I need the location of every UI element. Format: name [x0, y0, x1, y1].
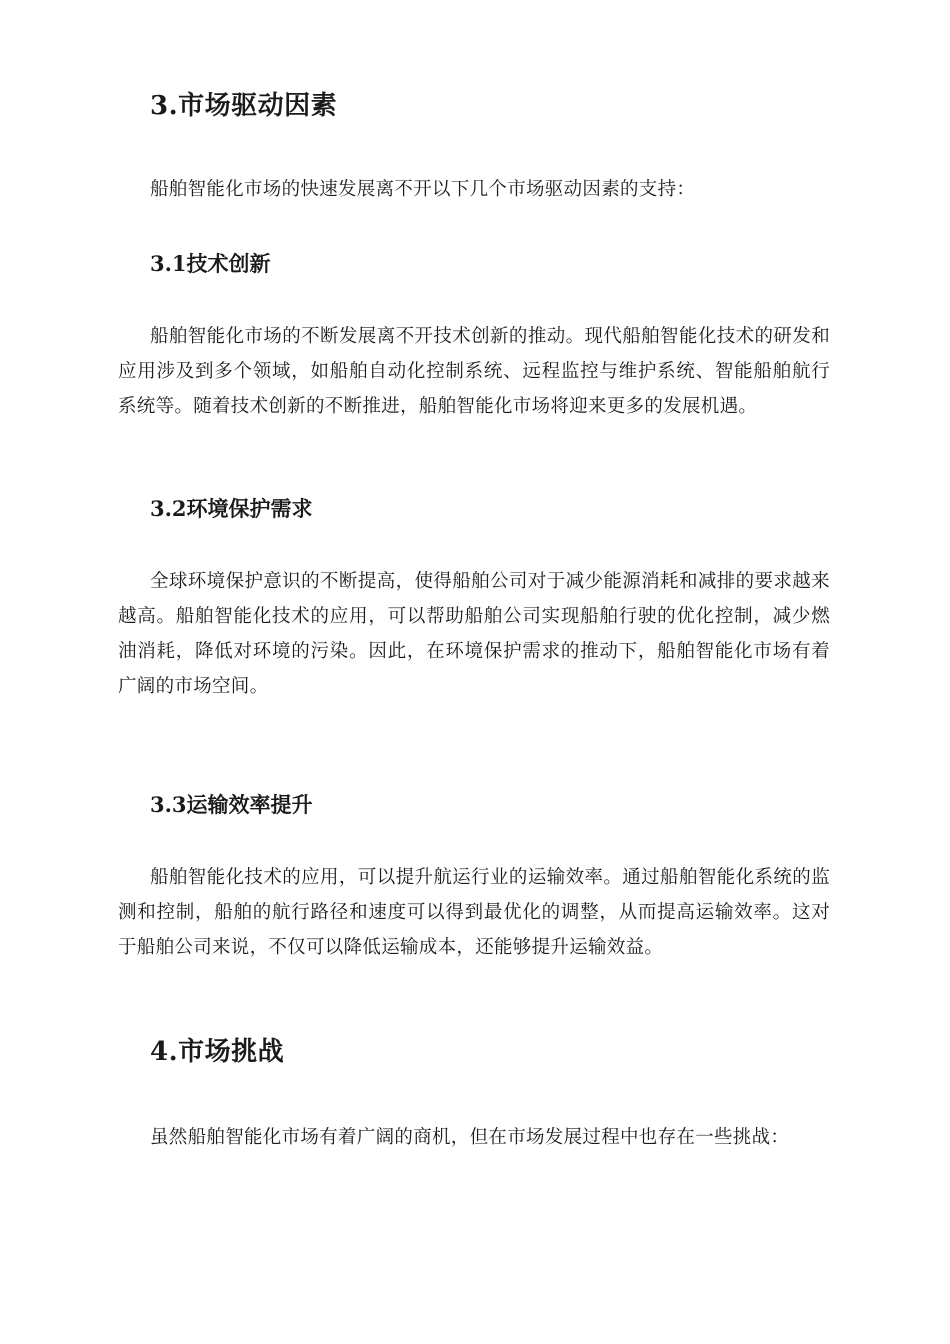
- section-3-heading: 3.市场驱动因素: [150, 91, 338, 121]
- section-3-2-heading: 3.2环境保护需求: [150, 496, 313, 521]
- section-3-3-heading: 3.3运输效率提升: [150, 792, 313, 817]
- section-3-intro: 船舶智能化市场的快速发展离不开以下几个市场驱动因素的支持：: [150, 179, 696, 200]
- section-4-heading: 4.市场挑战: [150, 1037, 285, 1067]
- section-3-2-body: 全球环境保护意识的不断提高，使得船舶公司对于减少能源消耗和减排的要求越来越高。船舶智能化技术的应用，可以帮助船舶公司实现船舶行驶的优化控制，减少燃油消耗，降低对环境的污染。因此，在环境保护需求的推动下，船舶智能化市场有着广阔的市场空间。: [118, 571, 830, 697]
- section-4-intro: 虽然船舶智能化市场有着广阔的商机，但在市场发展过程中也存在一些挑战：: [150, 1127, 790, 1148]
- section-3-1-body: 船舶智能化市场的不断发展离不开技术创新的推动。现代船舶智能化技术的研发和应用涉及到多个领域，如船舶自动化控制系统、远程监控与维护系统、智能船舶航行系统等。随着技术创新的不断推进，船舶智能化市场将迎来更多的发展机遇。: [118, 326, 830, 417]
- section-3-1-heading: 3.1技术创新: [150, 251, 271, 276]
- section-3-3-body: 船舶智能化技术的应用，可以提升航运行业的运输效率。通过船舶智能化系统的监测和控制，船舶的航行路径和速度可以得到最优化的调整，从而提高运输效率。这对于船舶公司来说，不仅可以降低运输成本，还能够提升运输效益。: [118, 867, 830, 958]
